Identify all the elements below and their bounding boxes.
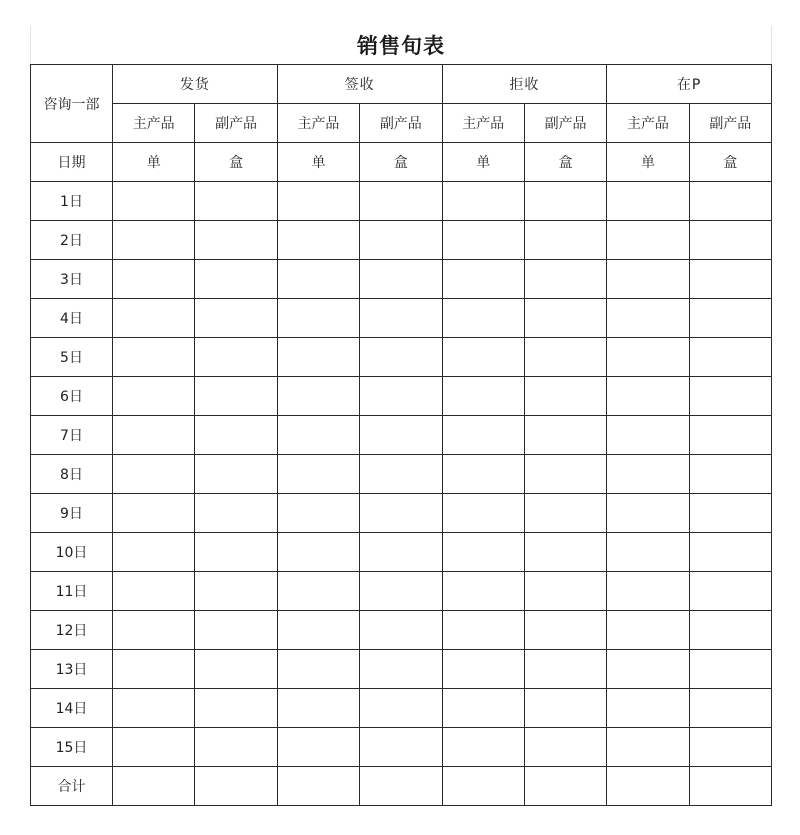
data-cell[interactable] — [442, 728, 524, 767]
unit-sub: 盒 — [524, 143, 606, 182]
header-row-products — [31, 104, 772, 143]
data-cell[interactable] — [524, 767, 606, 806]
data-cell[interactable] — [442, 416, 524, 455]
data-cell[interactable] — [607, 611, 689, 650]
data-cell[interactable] — [442, 533, 524, 572]
data-cell[interactable] — [607, 572, 689, 611]
data-cell[interactable] — [195, 533, 277, 572]
data-cell[interactable] — [689, 299, 771, 338]
data-cell[interactable] — [607, 416, 689, 455]
data-cell[interactable] — [195, 338, 277, 377]
data-cell[interactable] — [113, 416, 195, 455]
data-cell[interactable] — [607, 767, 689, 806]
sheet-title: 销售旬表 — [30, 26, 772, 64]
data-cell[interactable] — [607, 377, 689, 416]
data-cell[interactable] — [360, 494, 442, 533]
data-cell[interactable] — [689, 650, 771, 689]
data-cell[interactable] — [277, 377, 359, 416]
data-cell[interactable] — [524, 572, 606, 611]
data-cell[interactable] — [607, 494, 689, 533]
data-cell[interactable] — [195, 728, 277, 767]
data-cell[interactable] — [195, 416, 277, 455]
header-row-groups — [31, 65, 772, 104]
data-cell[interactable] — [360, 767, 442, 806]
data-cell[interactable] — [607, 338, 689, 377]
data-cell[interactable] — [442, 650, 524, 689]
data-cell[interactable] — [195, 299, 277, 338]
data-cell[interactable] — [689, 494, 771, 533]
sub-product-header: 副产品 — [524, 104, 606, 143]
sales-sheet — [30, 26, 772, 806]
row-date-label: 7日 — [31, 416, 113, 455]
data-cell[interactable] — [113, 494, 195, 533]
data-cell[interactable] — [360, 377, 442, 416]
table-row — [31, 611, 772, 650]
unit-sub: 盒 — [360, 143, 442, 182]
data-cell[interactable] — [689, 377, 771, 416]
row-date-label: 3日 — [31, 260, 113, 299]
main-product-header: 主产品 — [113, 104, 195, 143]
data-cell[interactable] — [442, 299, 524, 338]
data-cell[interactable] — [442, 572, 524, 611]
total-row — [31, 767, 772, 806]
data-cell[interactable] — [277, 767, 359, 806]
data-cell[interactable] — [277, 182, 359, 221]
data-cell[interactable] — [277, 338, 359, 377]
table-row — [31, 377, 772, 416]
data-cell[interactable] — [277, 728, 359, 767]
data-cell[interactable] — [113, 221, 195, 260]
data-cell[interactable] — [360, 455, 442, 494]
group-header-signed: 签收 — [277, 65, 442, 104]
data-cell[interactable] — [524, 182, 606, 221]
data-cell[interactable] — [607, 689, 689, 728]
data-cell[interactable] — [113, 767, 195, 806]
data-cell[interactable] — [607, 728, 689, 767]
row-date-label: 1日 — [31, 182, 113, 221]
data-cell[interactable] — [113, 299, 195, 338]
data-cell[interactable] — [442, 182, 524, 221]
data-cell[interactable] — [113, 455, 195, 494]
data-cell[interactable] — [524, 455, 606, 494]
group-header-in-transit: 在P — [607, 65, 772, 104]
data-cell[interactable] — [113, 689, 195, 728]
data-cell[interactable] — [360, 533, 442, 572]
table-row — [31, 182, 772, 221]
unit-main: 单 — [113, 143, 195, 182]
table-row — [31, 689, 772, 728]
data-cell[interactable] — [277, 494, 359, 533]
sub-product-header: 副产品 — [689, 104, 771, 143]
dept-header: 咨询一部 — [31, 65, 113, 143]
data-cell[interactable] — [360, 650, 442, 689]
data-cell[interactable] — [524, 416, 606, 455]
sub-product-header: 副产品 — [195, 104, 277, 143]
table-row — [31, 416, 772, 455]
data-cell[interactable] — [195, 689, 277, 728]
data-cell[interactable] — [442, 260, 524, 299]
data-cell[interactable] — [524, 689, 606, 728]
data-cell[interactable] — [689, 455, 771, 494]
row-date-label: 11日 — [31, 572, 113, 611]
data-cell[interactable] — [360, 221, 442, 260]
sub-product-header: 副产品 — [360, 104, 442, 143]
unit-sub: 盒 — [195, 143, 277, 182]
data-cell[interactable] — [689, 767, 771, 806]
unit-main: 单 — [607, 143, 689, 182]
data-cell[interactable] — [689, 689, 771, 728]
data-cell[interactable] — [277, 533, 359, 572]
unit-sub: 盒 — [689, 143, 771, 182]
data-cell[interactable] — [277, 221, 359, 260]
data-cell[interactable] — [689, 728, 771, 767]
data-cell[interactable] — [360, 260, 442, 299]
data-cell[interactable] — [689, 338, 771, 377]
row-date-label: 15日 — [31, 728, 113, 767]
data-cell[interactable] — [360, 299, 442, 338]
data-cell[interactable] — [360, 689, 442, 728]
group-header-shipped: 发货 — [113, 65, 278, 104]
row-date-label: 5日 — [31, 338, 113, 377]
data-cell[interactable] — [607, 455, 689, 494]
data-cell[interactable] — [524, 650, 606, 689]
data-cell[interactable] — [524, 299, 606, 338]
data-cell[interactable] — [524, 494, 606, 533]
data-cell[interactable] — [113, 533, 195, 572]
row-date-label: 4日 — [31, 299, 113, 338]
data-cell[interactable] — [442, 494, 524, 533]
data-cell[interactable] — [442, 455, 524, 494]
data-cell[interactable] — [607, 299, 689, 338]
data-cell[interactable] — [195, 182, 277, 221]
total-label: 合计 — [31, 767, 113, 806]
row-date-label: 13日 — [31, 650, 113, 689]
data-cell[interactable] — [442, 689, 524, 728]
data-cell[interactable] — [524, 260, 606, 299]
data-cell[interactable] — [113, 182, 195, 221]
unit-main: 单 — [277, 143, 359, 182]
table-row — [31, 455, 772, 494]
data-cell[interactable] — [195, 767, 277, 806]
unit-main: 单 — [442, 143, 524, 182]
table-row — [31, 338, 772, 377]
data-cell[interactable] — [195, 650, 277, 689]
table-row — [31, 533, 772, 572]
data-cell[interactable] — [277, 299, 359, 338]
data-cell[interactable] — [195, 611, 277, 650]
sales-table — [30, 64, 772, 806]
date-header: 日期 — [31, 143, 113, 182]
data-cell[interactable] — [113, 572, 195, 611]
data-cell[interactable] — [689, 611, 771, 650]
row-date-label: 14日 — [31, 689, 113, 728]
data-cell[interactable] — [195, 494, 277, 533]
header-row-units — [31, 143, 772, 182]
data-cell[interactable] — [689, 221, 771, 260]
data-cell[interactable] — [689, 533, 771, 572]
data-cell[interactable] — [689, 260, 771, 299]
data-cell[interactable] — [195, 455, 277, 494]
data-cell[interactable] — [524, 728, 606, 767]
data-cell[interactable] — [442, 221, 524, 260]
data-cell[interactable] — [360, 572, 442, 611]
table-row — [31, 299, 772, 338]
table-row — [31, 728, 772, 767]
data-cell[interactable] — [113, 338, 195, 377]
data-cell[interactable] — [360, 416, 442, 455]
row-date-label: 8日 — [31, 455, 113, 494]
row-date-label: 12日 — [31, 611, 113, 650]
data-cell[interactable] — [195, 377, 277, 416]
main-product-header: 主产品 — [442, 104, 524, 143]
row-date-label: 6日 — [31, 377, 113, 416]
table-row — [31, 650, 772, 689]
data-cell[interactable] — [607, 533, 689, 572]
data-cell[interactable] — [524, 377, 606, 416]
data-cell[interactable] — [524, 533, 606, 572]
main-product-header: 主产品 — [277, 104, 359, 143]
data-cell[interactable] — [689, 416, 771, 455]
data-cell[interactable] — [113, 728, 195, 767]
row-date-label: 10日 — [31, 533, 113, 572]
data-cell[interactable] — [689, 182, 771, 221]
data-cell[interactable] — [195, 221, 277, 260]
data-cell[interactable] — [607, 221, 689, 260]
data-cell[interactable] — [277, 689, 359, 728]
table-row — [31, 221, 772, 260]
table-row — [31, 572, 772, 611]
data-cell[interactable] — [607, 650, 689, 689]
data-cell[interactable] — [442, 611, 524, 650]
data-cell[interactable] — [360, 182, 442, 221]
data-cell[interactable] — [442, 767, 524, 806]
row-date-label: 9日 — [31, 494, 113, 533]
data-cell[interactable] — [277, 455, 359, 494]
data-cell[interactable] — [113, 611, 195, 650]
data-cell[interactable] — [113, 377, 195, 416]
data-cell[interactable] — [360, 611, 442, 650]
row-date-label: 2日 — [31, 221, 113, 260]
data-cell[interactable] — [360, 728, 442, 767]
data-cell[interactable] — [524, 221, 606, 260]
data-cell[interactable] — [277, 260, 359, 299]
main-product-header: 主产品 — [607, 104, 689, 143]
data-cell[interactable] — [113, 260, 195, 299]
data-cell[interactable] — [524, 338, 606, 377]
data-cell[interactable] — [277, 572, 359, 611]
data-cell[interactable] — [442, 338, 524, 377]
data-cell[interactable] — [689, 572, 771, 611]
group-header-rejected: 拒收 — [442, 65, 607, 104]
data-cell[interactable] — [607, 182, 689, 221]
table-row — [31, 494, 772, 533]
data-cell[interactable] — [195, 260, 277, 299]
data-cell[interactable] — [442, 377, 524, 416]
data-cell[interactable] — [360, 338, 442, 377]
data-cell[interactable] — [277, 650, 359, 689]
data-cell[interactable] — [277, 611, 359, 650]
data-cell[interactable] — [113, 650, 195, 689]
data-cell[interactable] — [607, 260, 689, 299]
data-cell[interactable] — [277, 416, 359, 455]
data-cell[interactable] — [195, 572, 277, 611]
data-cell[interactable] — [524, 611, 606, 650]
table-row — [31, 260, 772, 299]
